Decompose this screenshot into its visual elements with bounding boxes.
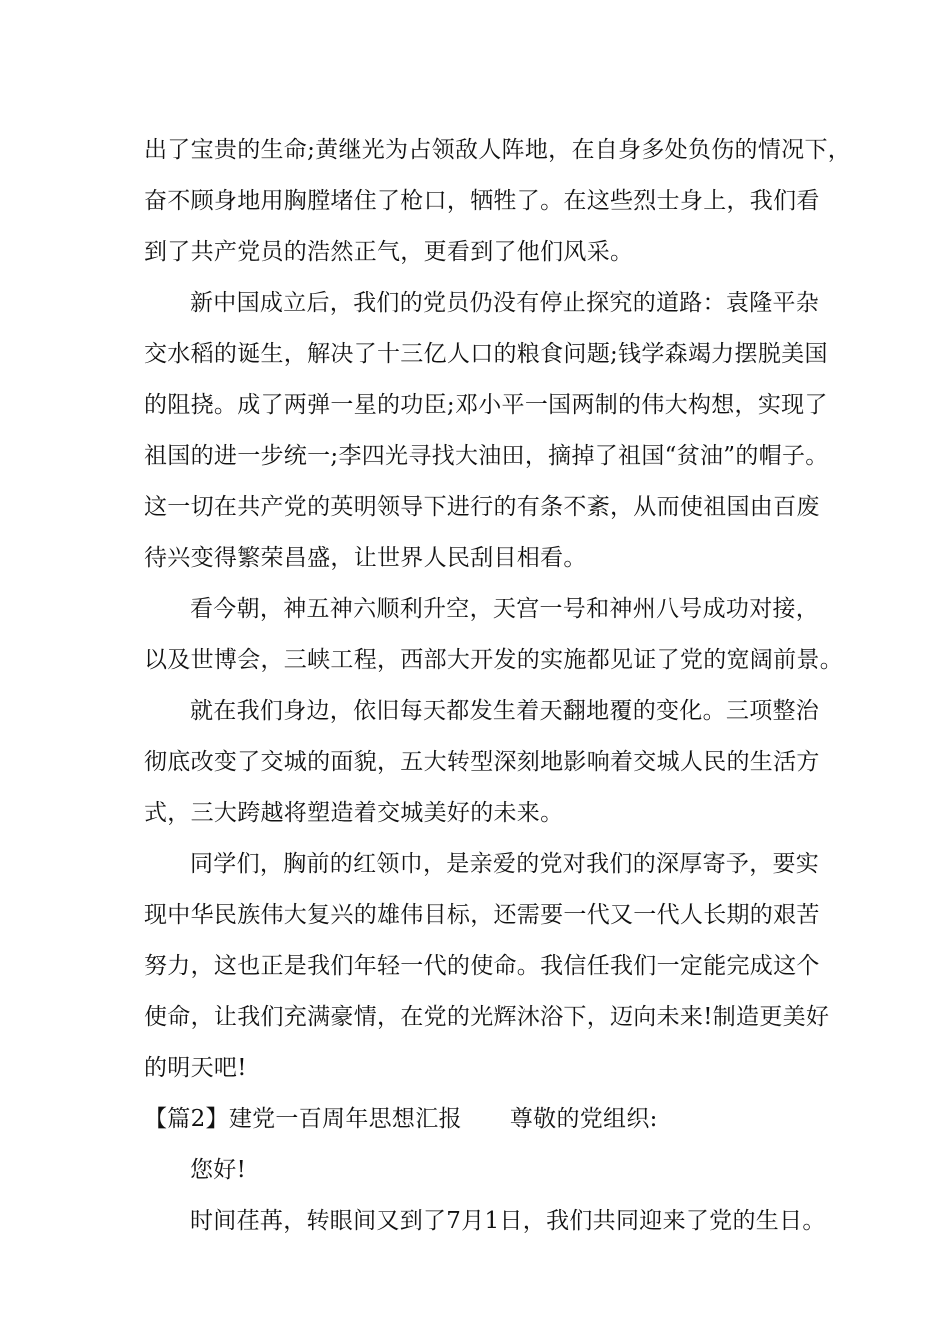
text-line: 这一切在共产党的英明领导下进行的有条不紊，从而使祖国由百废 (144, 494, 820, 520)
paragraph-first-line: 看今朝，神五神六顺利升空，天宫一号和神州八号成功对接， (190, 596, 820, 622)
greeting: 您好! (190, 1157, 247, 1183)
text-line: 彻底改变了交城的面貌，五大转型深刻地影响着交城人民的生活方 (144, 749, 820, 775)
text-line: 的阻挠。成了两弹一星的功臣;邓小平一国两制的伟大构想，实现了 (144, 392, 828, 418)
text-line: 使命，让我们充满豪情，在党的光辉沐浴下，迈向未来!制造更美好 (144, 1004, 830, 1030)
section-heading (144, 1104, 658, 1134)
text-line: 努力，这也正是我们年轻一代的使命。我信任我们一定能完成这个 (144, 953, 820, 979)
text-line: 出了宝贵的生命;黄继光为占领敌人阵地，在自身多处负伤的情况下， (144, 137, 852, 163)
salutation: 尊敬的党组织: (509, 1106, 658, 1132)
text-line: 待兴变得繁荣昌盛，让世界人民刮目相看。 (144, 545, 587, 571)
section-title: 【篇2】建党一百周年思想汇报 (144, 1106, 462, 1132)
paragraph-first-line: 时间荏苒，转眼间又到了7月1日，我们共同迎来了党的生日。 (190, 1208, 826, 1234)
paragraph-first-line: 新中国成立后，我们的党员仍没有停止探究的道路：袁隆平杂 (190, 290, 820, 316)
text-line: 的明天吧! (144, 1055, 247, 1081)
text-line: 式，三大跨越将塑造着交城美好的未来。 (144, 800, 564, 826)
paragraph-first-line: 同学们，胸前的红领巾，是亲爱的党对我们的深厚寄予，要实 (190, 851, 820, 877)
text-line: 奋不顾身地用胸膛堵住了枪口，牺牲了。在这些烈士身上，我们看 (144, 188, 820, 214)
text-line: 以及世博会，三峡工程，西部大开发的实施都见证了党的宽阔前景。 (144, 647, 843, 673)
text-line: 到了共产党员的浩然正气，更看到了他们风采。 (144, 239, 634, 265)
paragraph-first-line: 就在我们身边，依旧每天都发生着天翻地覆的变化。三项整治 (190, 698, 820, 724)
text-line: 祖国的进一步统一;李四光寻找大油田，摘掉了祖国“贫油”的帽子。 (144, 443, 829, 469)
text-line: 现中华民族伟大复兴的雄伟目标，还需要一代又一代人长期的艰苦 (144, 902, 820, 928)
text-line: 交水稻的诞生，解决了十三亿人口的粮食问题;钱学森竭力摆脱美国 (144, 341, 828, 367)
